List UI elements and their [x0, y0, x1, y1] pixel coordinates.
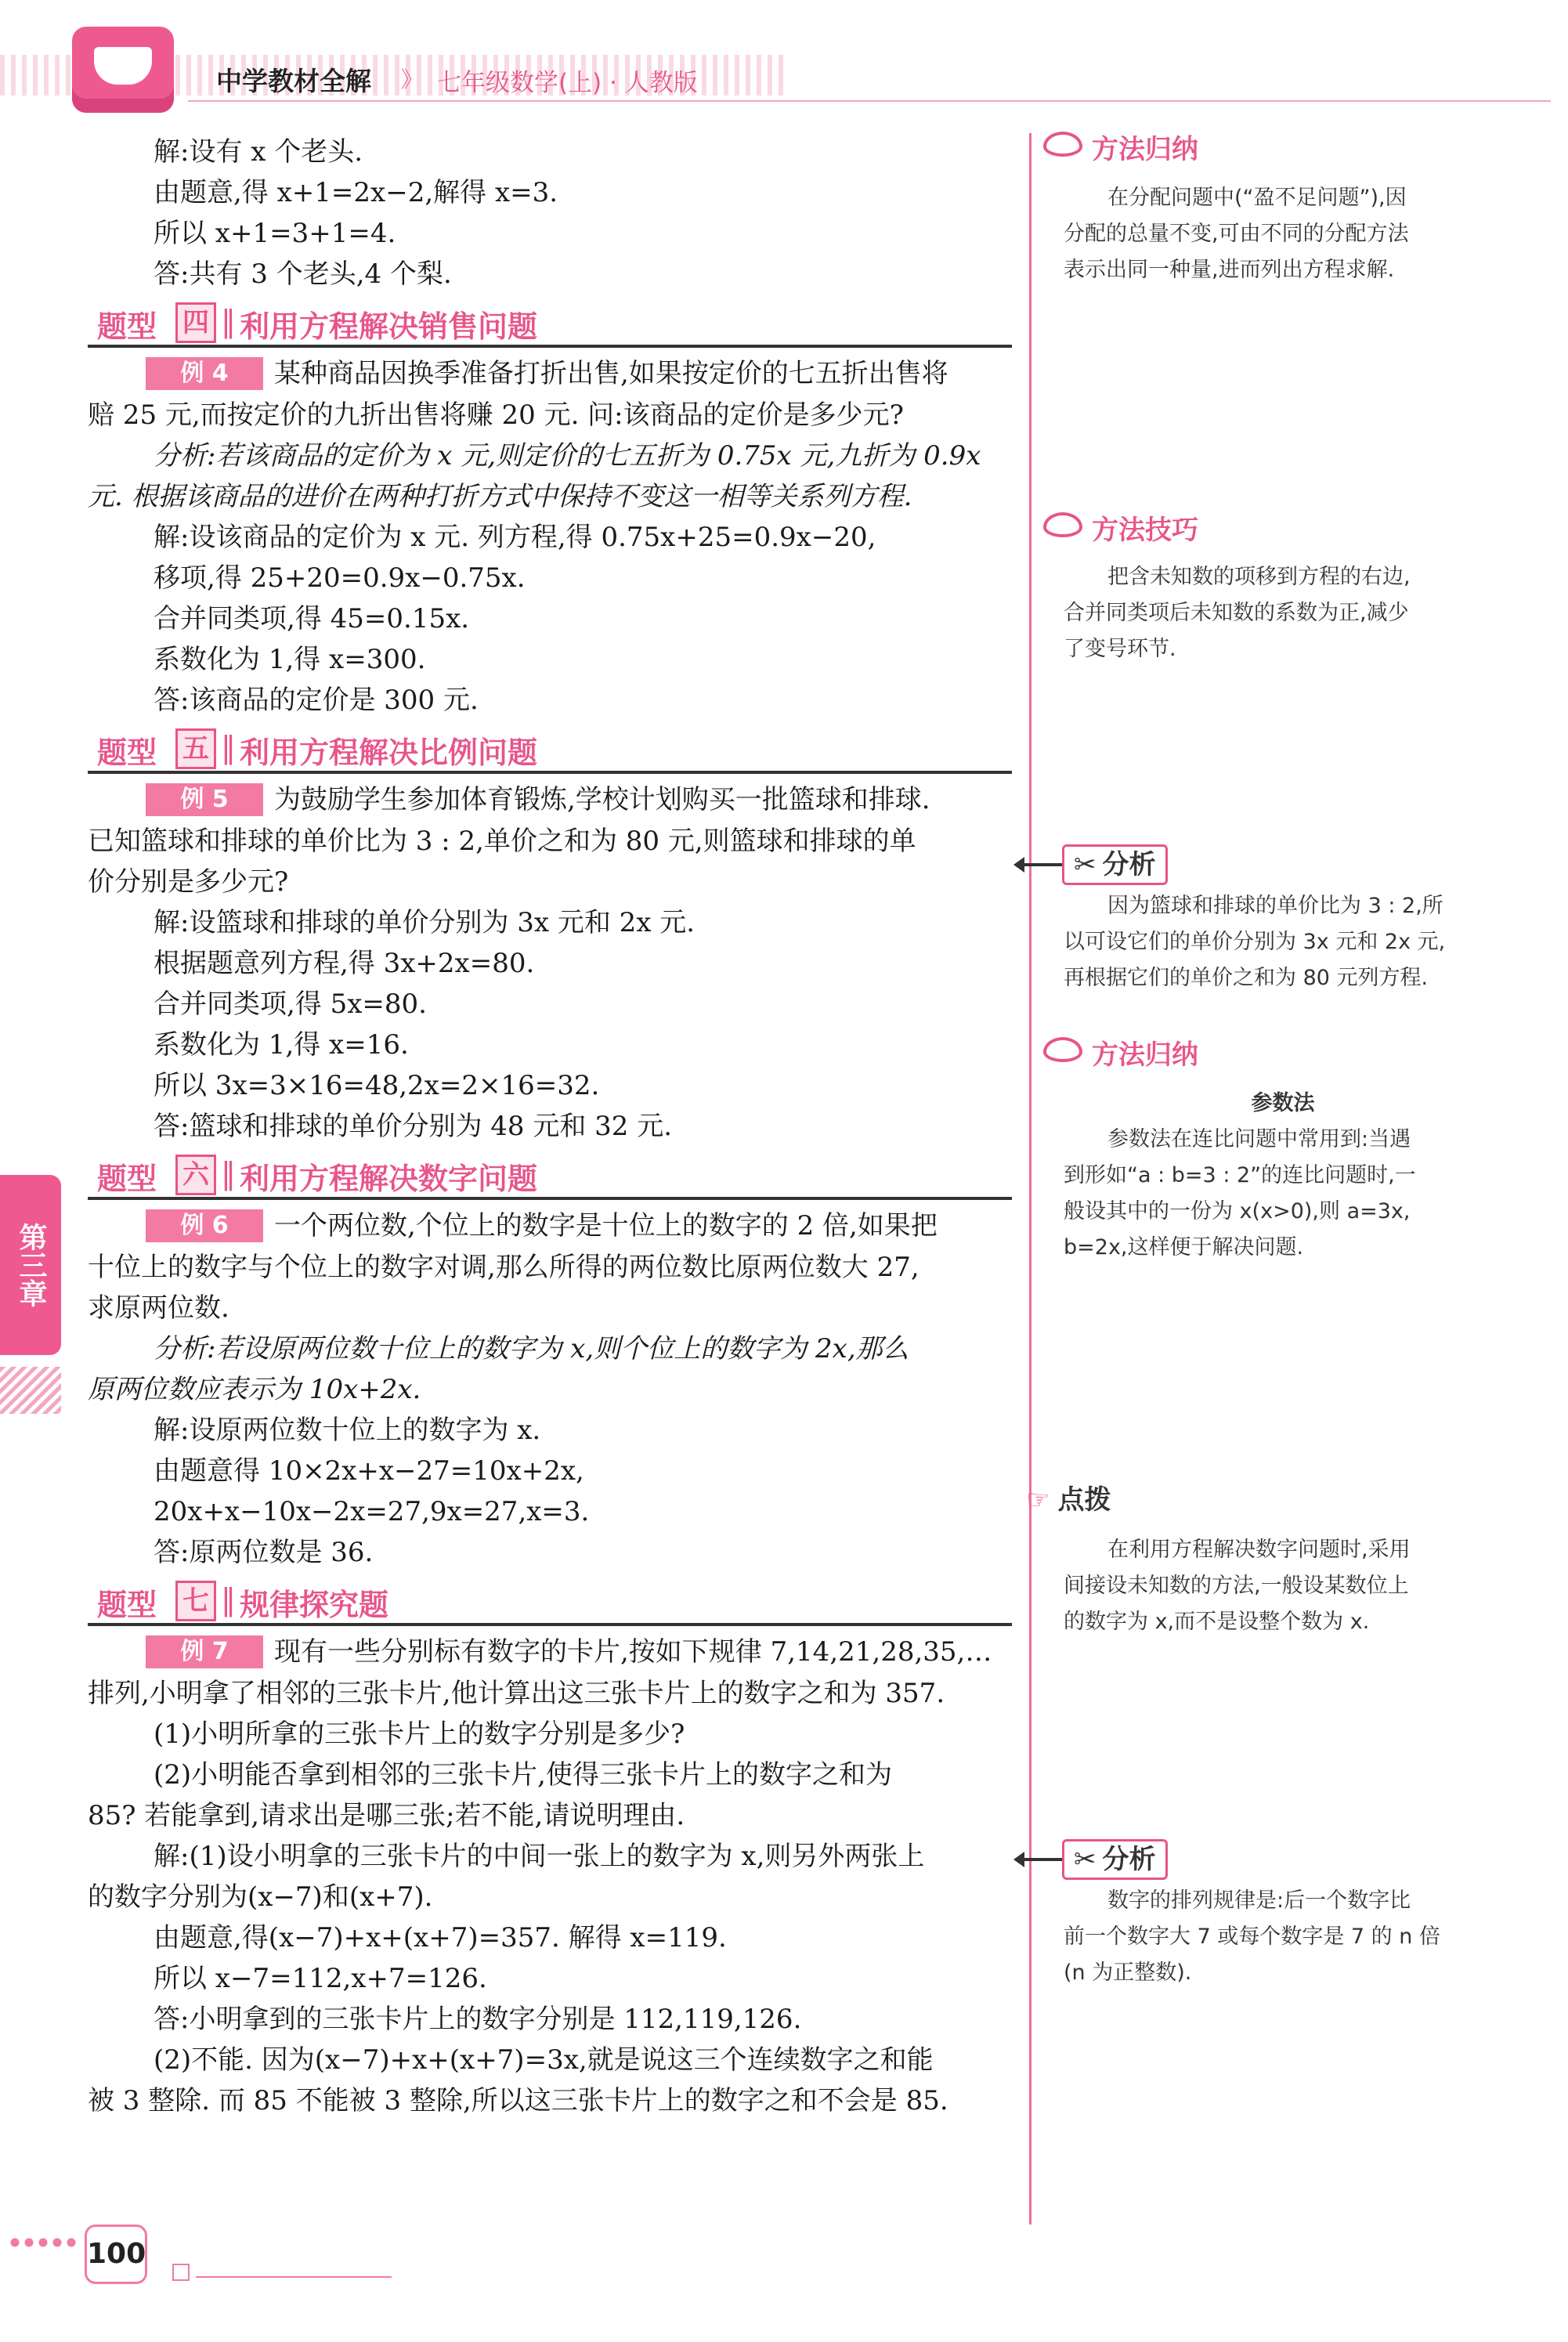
header-rule	[188, 100, 1551, 102]
solution-line: (2)不能. 因为(x−7)+x+(x+7)=3x,就是说这三个连续数字之和能	[154, 2044, 934, 2076]
section-title: 利用方程解决销售问题	[240, 309, 538, 344]
sidebar-heading-label: 点拨	[1057, 1484, 1111, 1516]
sidebar-heading-analysis	[1062, 1839, 1168, 1880]
sidebar-note-line: 再根据它们的单价之和为 80 元列方程.	[1064, 966, 1429, 990]
solution-line: 所以 x−7=112,x+7=126.	[154, 1963, 487, 1994]
sidebar-heading-label: 方法归纳	[1092, 134, 1198, 165]
section-number: 五	[175, 728, 216, 769]
page-footer	[0, 2225, 548, 2319]
solution-line: 解:设原两位数十位上的数字为 x.	[154, 1415, 541, 1446]
section-heading-6	[88, 1153, 1012, 1200]
sidebar-heading-method-summary	[1043, 1035, 1198, 1075]
column-divider	[1029, 133, 1031, 2225]
solution-line: 20x+x−10x−2x=27,9x=27,x=3.	[154, 1496, 590, 1527]
example-first-line	[88, 352, 1012, 395]
sidebar-note-line: 的数字为 x,而不是设整个数为 x.	[1064, 1610, 1370, 1634]
example-badge: 例 5	[146, 783, 263, 816]
pen-swoosh-icon	[1043, 1037, 1082, 1062]
chapter-tab: 第三章	[0, 1175, 61, 1355]
top-block	[88, 132, 1012, 295]
main-column	[88, 132, 1012, 2121]
section-bar: ‖	[221, 1582, 236, 1617]
section-lead: 题型	[97, 1588, 157, 1622]
example-line: 赔 25 元,而按定价的九折出售将赚 20 元. 问:该商品的定价是多少元?	[88, 399, 904, 431]
sidebar-heading-label: 方法技巧	[1092, 515, 1198, 546]
example-line: (2)小明能否拿到相邻的三张卡片,使得三张卡片上的数字之和为	[154, 1759, 892, 1791]
sidebar-note-subheading: 参数法	[1251, 1091, 1315, 1115]
sidebar-note-line: 了变号环节.	[1064, 637, 1176, 661]
section-number: 六	[175, 1155, 216, 1195]
section-title: 规律探究题	[240, 1588, 389, 1622]
example-text: 为鼓励学生参加体育锻炼,学校计划购买一批篮球和排球.	[274, 784, 930, 815]
example-line: 价分别是多少元?	[88, 866, 289, 898]
sidebar-note-line: 在分配问题中(“盈不足问题”),因	[1107, 186, 1407, 210]
example-text: 某种商品因换季准备打折出售,如果按定价的七五折出售将	[274, 358, 948, 389]
page-number: 100	[85, 2225, 147, 2284]
example-line: 已知篮球和排球的单价比为 3 : 2,单价之和为 80 元,则篮球和排球的单	[88, 826, 916, 857]
book-title: 中学教材全解	[216, 66, 371, 96]
answer-line: 答:小明拿到的三张卡片上的数字分别是 112,119,126.	[154, 2004, 802, 2035]
section-heading-5	[88, 727, 1012, 774]
sidebar-note-line: 数字的排列规律是:后一个数字比	[1107, 1888, 1411, 1913]
sidebar-note-line: 把含未知数的项移到方程的右边,	[1107, 565, 1411, 589]
section-bar: ‖	[221, 730, 236, 764]
solution-line: 解:(1)设小明拿的三张卡片的中间一张上的数字为 x,则另外两张上	[154, 1841, 925, 1872]
example-line: 求原两位数.	[88, 1292, 229, 1324]
sidebar-note-line: 到形如“a : b=3 : 2”的连比问题时,一	[1064, 1163, 1416, 1187]
book-logo-icon	[72, 27, 174, 113]
solution-line: 解:设篮球和排球的单价分别为 3x 元和 2x 元.	[154, 907, 695, 938]
sidebar-note-line: 参数法在连比问题中常用到:当遇	[1107, 1127, 1411, 1151]
example-badge: 例 4	[146, 357, 263, 390]
solution-line: 移项,得 25+20=0.9x−0.75x.	[154, 562, 526, 594]
sidebar-heading-method-tip	[1043, 511, 1198, 550]
section-lead: 题型	[97, 1162, 157, 1196]
analysis-line: 元. 根据该商品的进价在两种打折方式中保持不变这一相等关系列方程.	[88, 481, 912, 512]
example-first-line	[88, 779, 1012, 821]
sidebar-note-line: 间接设未知数的方法,一般设某数位上	[1064, 1574, 1409, 1598]
example-first-line	[88, 1631, 1012, 1673]
sidebar-note-5	[1064, 1532, 1502, 1640]
sidebar-pointer	[1023, 863, 1062, 866]
chapter-tab-stripe	[0, 1367, 61, 1414]
section-number: 四	[175, 302, 216, 343]
example-line: 十位上的数字与个位上的数字对调,那么所得的两位数比原两位数大 27,	[88, 1252, 919, 1283]
example-badge: 例 7	[146, 1635, 263, 1668]
answer-line: 答:该商品的定价是 300 元.	[154, 685, 479, 716]
sidebar-note-line: 以可设它们的单价分别为 3x 元和 2x 元,	[1064, 930, 1446, 954]
analysis-line: 分析:若设原两位数十位上的数字为 x,则个位上的数字为 2x,那么	[154, 1333, 909, 1364]
solution-line: 系数化为 1,得 x=16.	[154, 1029, 409, 1061]
solution-line: 所以 3x=3×16=48,2x=2×16=32.	[154, 1070, 600, 1101]
sidebar-heading-analysis	[1062, 844, 1168, 885]
sidebar-pointer	[1023, 1858, 1062, 1861]
section-title: 利用方程解决比例问题	[240, 735, 538, 770]
answer-line: 答:原两位数是 36.	[154, 1537, 374, 1568]
example-line: 排列,小明拿了相邻的三张卡片,他计算出这三张卡片上的数字之和为 357.	[88, 1678, 945, 1709]
sidebar-heading-label: 分析	[1102, 1844, 1156, 1875]
example-first-line	[88, 1205, 1012, 1247]
solution-line: 由题意得 10×2x+x−27=10x+2x,	[154, 1455, 584, 1487]
section-lead: 题型	[97, 735, 157, 770]
answer-line: 答:篮球和排球的单价分别为 48 元和 32 元.	[154, 1111, 673, 1142]
solution-line: 由题意,得(x−7)+x+(x+7)=357. 解得 x=119.	[154, 1922, 727, 1953]
solution-line: 被 3 整除. 而 85 不能被 3 整除,所以这三张卡片上的数字之和不会是 85.	[88, 2085, 948, 2116]
sidebar-heading-label: 方法归纳	[1092, 1039, 1198, 1071]
sidebar-note-line: 在利用方程解决数字问题时,采用	[1107, 1538, 1411, 1562]
sidebar-heading-method-summary	[1043, 130, 1198, 169]
scissors-icon: ✂	[1074, 1844, 1097, 1875]
sidebar-heading-label: 分析	[1102, 849, 1156, 880]
solution-line: 由题意,得 x+1=2x−2,解得 x=3.	[154, 177, 558, 208]
example-badge: 例 6	[146, 1209, 263, 1242]
section-lead: 题型	[97, 309, 157, 344]
pen-swoosh-icon	[1043, 132, 1082, 157]
example-line: (1)小明所拿的三张卡片上的数字分别是多少?	[154, 1719, 685, 1750]
solution-line: 系数化为 1,得 x=300.	[154, 644, 426, 675]
sidebar-note-line: 因为篮球和排球的单价比为 3 : 2,所	[1107, 894, 1443, 918]
solution-line: 合并同类项,得 5x=80.	[154, 988, 427, 1020]
sidebar-note-line: 般设其中的一份为 x(x>0),则 a=3x,	[1064, 1199, 1411, 1223]
solution-line: 合并同类项,得 45=0.15x.	[154, 603, 470, 634]
sidebar-note-line: b=2x,这样便于解决问题.	[1064, 1235, 1304, 1260]
example-text: 现有一些分别标有数字的卡片,按如下规律 7,14,21,28,35,…	[274, 1636, 992, 1668]
page-header	[0, 0, 1568, 117]
section-title: 利用方程解决数字问题	[240, 1162, 538, 1196]
sidebar-note-4	[1064, 1086, 1502, 1266]
sidebar-note-2	[1064, 559, 1502, 667]
sidebar-note-line: 分配的总量不变,可由不同的分配方法	[1064, 222, 1409, 246]
sidebar-heading-tip	[1026, 1480, 1111, 1520]
section-bar: ‖	[221, 304, 236, 338]
scissors-icon: ✂	[1074, 849, 1097, 880]
section-heading-4	[88, 301, 1012, 348]
header-separator: 》	[401, 67, 424, 92]
sidebar-note-6	[1064, 1883, 1502, 1991]
section-heading-7	[88, 1579, 1012, 1626]
footer-rule	[196, 2276, 392, 2278]
sidebar-note-line: (n 为正整数).	[1064, 1961, 1192, 1985]
solution-line: 的数字分别为(x−7)和(x+7).	[88, 1881, 433, 1913]
sidebar-note-1	[1064, 180, 1502, 288]
example-line: 85? 若能拿到,请求出是哪三张;若不能,请说明理由.	[88, 1800, 685, 1831]
sidebar-note-line: 表示出同一种量,进而列出方程求解.	[1064, 258, 1395, 282]
section-bar: ‖	[221, 1156, 236, 1191]
analysis-line: 原两位数应表示为 10x+2x.	[88, 1374, 421, 1405]
pointing-hand-icon: ☞	[1026, 1484, 1050, 1516]
footer-dots	[8, 2235, 78, 2250]
solution-line: 解:设有 x 个老头.	[154, 136, 363, 168]
sidebar-note-line: 合并同类项后未知数的系数为正,减少	[1064, 601, 1409, 625]
solution-line: 解:设该商品的定价为 x 元. 列方程,得 0.75x+25=0.9x−20,	[154, 522, 876, 553]
solution-line: 答:共有 3 个老头,4 个梨.	[154, 258, 452, 290]
sidebar-note-3	[1064, 888, 1502, 996]
pen-swoosh-icon	[1043, 512, 1082, 537]
example-text: 一个两位数,个位上的数字是十位上的数字的 2 倍,如果把	[274, 1210, 938, 1241]
solution-line: 根据题意列方程,得 3x+2x=80.	[154, 948, 535, 979]
solution-line: 所以 x+1=3+1=4.	[154, 218, 396, 249]
analysis-line: 分析:若该商品的定价为 x 元,则定价的七五折为 0.75x 元,九折为 0.9x	[154, 440, 981, 472]
sidebar-note-line: 前一个数字大 7 或每个数字是 7 的 n 倍	[1064, 1925, 1440, 1949]
footer-square-icon	[172, 2264, 190, 2281]
section-number: 七	[175, 1581, 216, 1621]
book-subtitle: 七年级数学(上) · 人教版	[437, 69, 698, 97]
